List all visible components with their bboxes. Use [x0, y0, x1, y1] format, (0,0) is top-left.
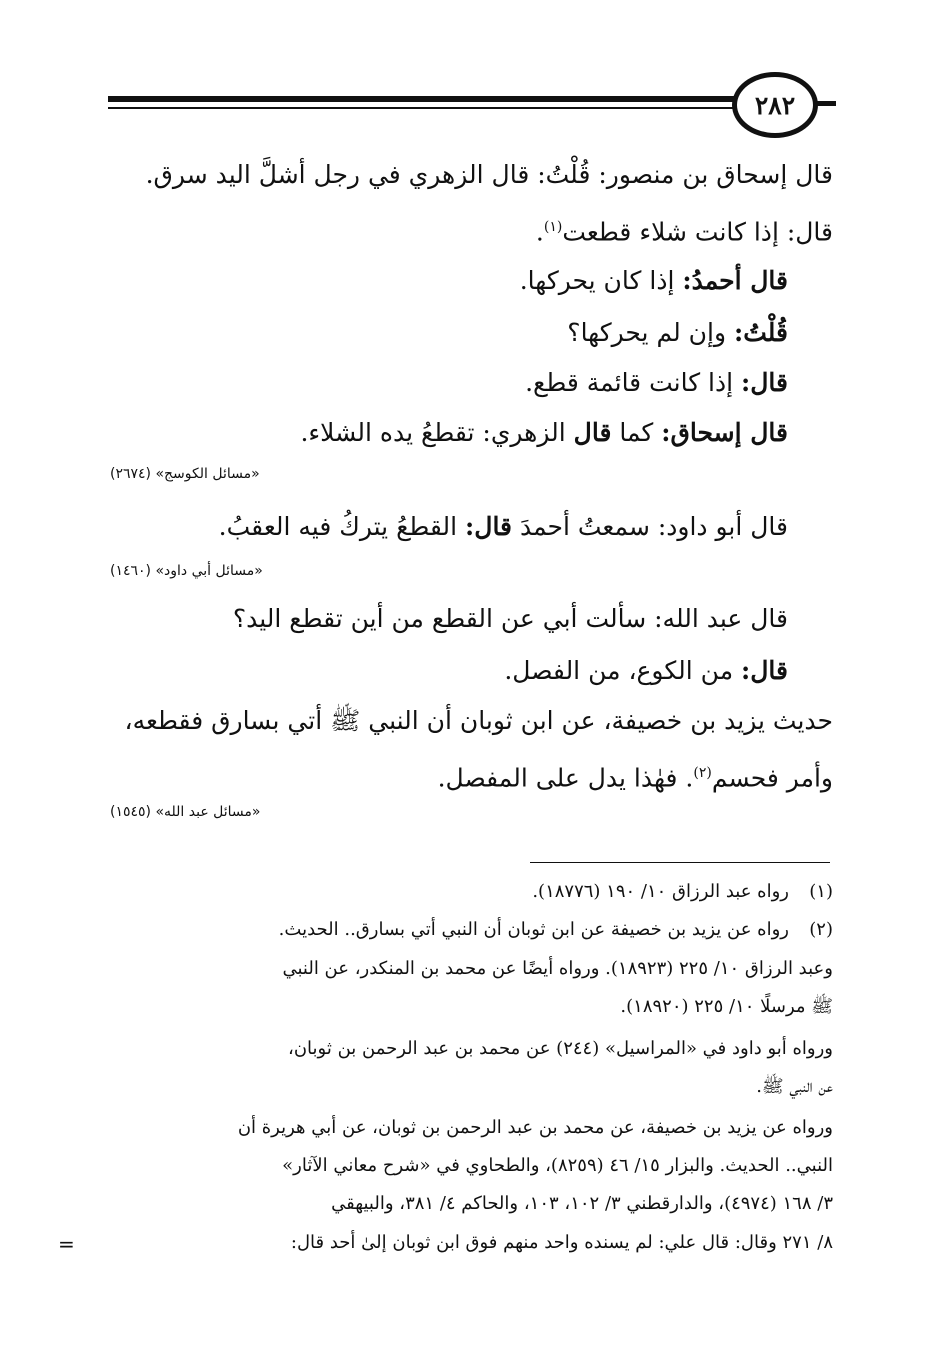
footnote-marker-1[interactable]: (١) — [543, 219, 563, 235]
continuation-mark: = — [58, 1232, 75, 1256]
speaker-label: قال — [573, 418, 612, 447]
body-line-11 — [438, 756, 833, 795]
footnote-text: رواه عن يزيد بن خصيفة عن ابن ثوبان أن النبي أتي بسارق.. الحديث. — [278, 919, 789, 940]
header-rule-thick — [108, 96, 736, 102]
source-reference-1: «مسائل الكوسج» (٢٦٧٤) — [110, 466, 260, 482]
body-line-5 — [525, 366, 788, 400]
body-text: من الكوع، من الفصل. — [504, 656, 742, 685]
body-line-10 — [125, 704, 833, 738]
footnote-2-line: ﷺ مرسلًا ١٠/ ٢٢٥ (١٨٩٢٠). — [620, 996, 833, 1017]
header-rule-thin — [108, 107, 736, 109]
body-text: قال: إذا كانت شلاء قطعت — [562, 217, 833, 247]
source-reference-2: «مسائل أبي داود» (١٤٦٠) — [110, 563, 263, 579]
body-line-9 — [504, 654, 788, 688]
body-text: . — [535, 217, 544, 247]
speaker-label: قُلْتُ: — [733, 318, 788, 347]
body-text: القطعُ يتركُ فيه العقبُ. — [218, 512, 466, 541]
body-line-4 — [567, 316, 788, 350]
body-line-7 — [219, 510, 788, 544]
speaker-label: قال إسحاق: — [661, 418, 788, 447]
footnote-2-line: ٣/ ١٦٨ (٤٩٧٤)، والدارقطني ٣/ ١٠٢، ١٠٣، والحاكم ٤/ ٣٨١، والبيهقي — [331, 1193, 833, 1214]
footnote-2-line: وعبد الرزاق ١٠/ ٢٢٥ (١٨٩٢٣). ورواه أيضًا عن محمد بن المنكدر، عن النبي — [282, 958, 833, 979]
speaker-label: قال: — [741, 368, 788, 397]
footnote-2-line: النبي.. الحديث. والبزار ١٥/ ٤٦ (٨٢٥٩)، والطحاوي في «شرح معاني الآثار» — [282, 1155, 833, 1176]
speaker-label: قال: — [741, 656, 788, 685]
body-text: إذا كانت قائمة قطع. — [525, 368, 742, 397]
footnote-2-line: عن النبي ﷺ. — [756, 1076, 833, 1097]
body-text: حديث يزيد بن خصيفة، عن ابن ثوبان أن النبي ﷺ أتي بسارق فقطعه، — [124, 706, 833, 735]
body-text: . فهٰذا يدل على المفصل. — [437, 763, 694, 793]
body-text: كما — [611, 418, 662, 447]
footnote-number: (١) — [809, 881, 833, 902]
footnote-text: رواه عبد الرزاق ١٠/ ١٩٠ (١٨٧٧٦). — [532, 881, 789, 902]
body-text: وأمر فحسم — [711, 763, 833, 793]
footnote-2-line: ٨/ ٢٧١ وقال: قال علي: لم يسنده واحد منهم فوق ابن ثوبان إلىٰ أحد قال: — [290, 1232, 833, 1253]
footnote-2-line: ورواه أبو داود في «المراسيل» (٢٤٤) عن محمد بن عبد الرحمن بن ثوبان، — [288, 1038, 833, 1059]
speaker-label: قال: — [465, 512, 513, 541]
footnote-separator — [530, 862, 830, 863]
speaker-label: قال أحمدُ: — [682, 266, 788, 295]
body-text: إذا كان يحركها. — [519, 266, 683, 295]
body-line-3 — [520, 264, 788, 298]
footnote-1 — [532, 878, 833, 906]
body-line-6 — [300, 416, 788, 450]
body-line-8 — [233, 602, 788, 636]
body-text: قال إسحاق بن منصور: قُلْتُ: قال الزهري في رجل أشلَّ اليد سرق. — [145, 160, 833, 189]
body-text: قال أبو داود: سمعتُ أحمدَ — [512, 512, 788, 541]
body-text: الزهري: تقطعُ يده الشلاء. — [300, 418, 574, 447]
body-text: وإن لم يحركها؟ — [567, 318, 734, 347]
footnote-2-line: ورواه عن يزيد بن خصيفة، عن محمد بن عبد الرحمن بن ثوبان، عن أبي هريرة أن — [237, 1117, 833, 1138]
footnote-number: (٢) — [809, 919, 833, 940]
body-text: قال عبد الله: سألت أبي عن القطع من أين تقطع اليد؟ — [232, 604, 788, 633]
page-number: ٢٨٢ — [732, 72, 818, 138]
footnote-marker-2[interactable]: (٢) — [693, 765, 712, 781]
body-line-2 — [536, 210, 833, 249]
body-line-1 — [146, 158, 833, 192]
source-reference-3: «مسائل عبد الله» (١٥٤٥) — [110, 804, 261, 820]
footnote-2 — [279, 916, 833, 944]
